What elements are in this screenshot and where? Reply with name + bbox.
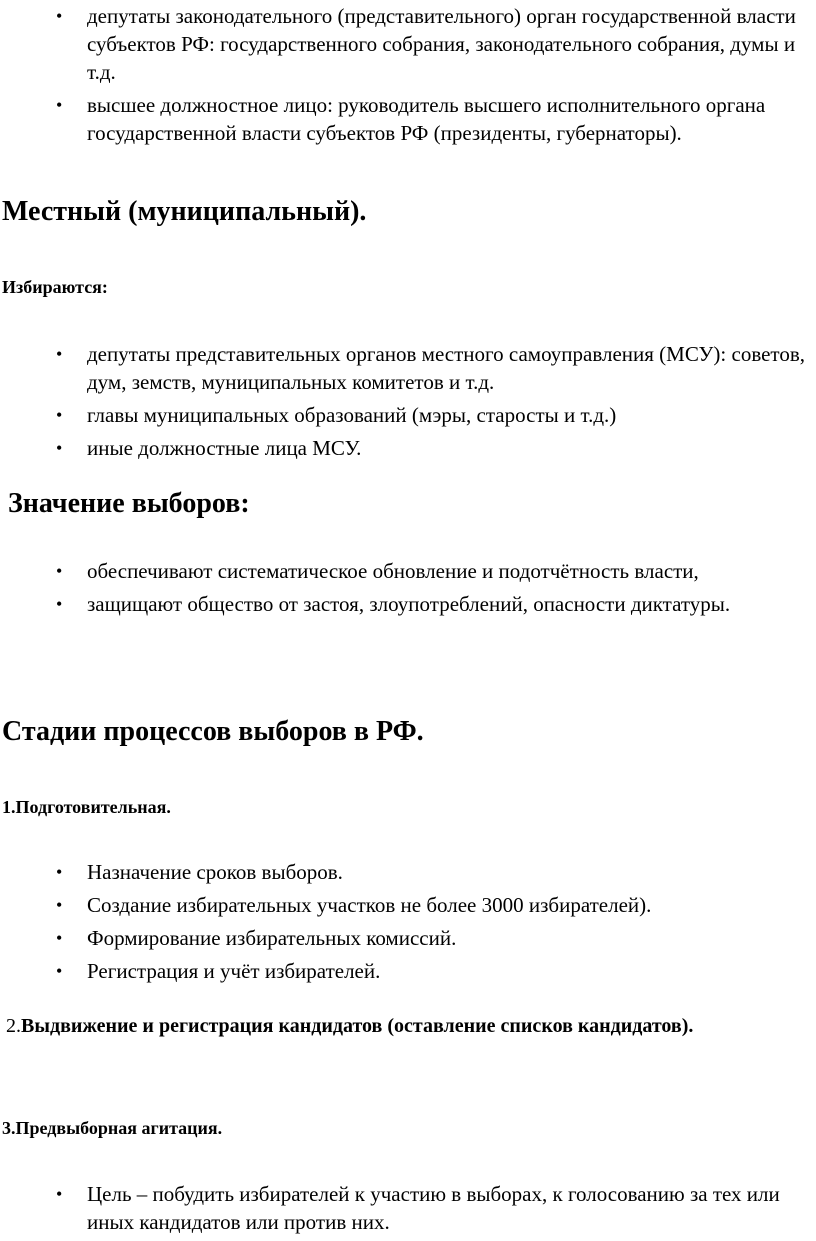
- list-item: • депутаты представительных органов местного самоуправления (МСУ): советов, дум, земств, муниципальных комитетов и т.д.: [0, 340, 807, 396]
- stage2-text: Выдвижение и регистрация кандидатов (оставление списков кандидатов).: [21, 1015, 694, 1037]
- stage1-list: [0, 858, 807, 985]
- list-item: • Формирование избирательных комиссий.: [0, 924, 807, 952]
- list-item: • высшее должностное лицо: руководитель высшего исполнительного органа государственной власти субъектов РФ (президенты, губернаторы).: [0, 91, 807, 147]
- list-item: • Назначение сроков выборов.: [0, 858, 807, 886]
- stage3-list: [0, 1180, 807, 1236]
- top-list: [0, 2, 807, 147]
- list-item: • депутаты законодательного (представительного) орган государственной власти субъектов РФ: государственного собрания, законодательного собрания, думы и т.д.: [0, 2, 807, 86]
- stage3-title: 3.Предвыборная агитация.: [2, 1118, 223, 1138]
- section-heading-stages: Стадии процессов выборов в РФ.: [2, 716, 424, 747]
- local-list: [0, 340, 807, 462]
- meaning-list: [0, 557, 807, 618]
- section-heading-local: Местный (муниципальный).: [2, 196, 367, 227]
- list-item: • Цель – побудить избирателей к участию в выборах, к голосованию за тех или иных кандидатов или против них.: [0, 1180, 807, 1236]
- list-item: • защищают общество от застоя, злоупотреблений, опасности диктатуры.: [0, 590, 807, 618]
- list-item: • Регистрация и учёт избирателей.: [0, 957, 807, 985]
- section-heading-meaning: Значение выборов:: [8, 488, 250, 519]
- stage2-number: 2.: [6, 1015, 21, 1037]
- stage2-title: [4, 1012, 726, 1040]
- list-item: • главы муниципальных образований (мэры, старосты и т.д.): [0, 401, 807, 429]
- list-item: • Создание избирательных участков не более 3000 избирателей).: [0, 891, 807, 919]
- subheading-elected: Избираются:: [2, 277, 108, 297]
- list-item: • обеспечивают систематическое обновление и подотчётность власти,: [0, 557, 807, 585]
- stage1-title: 1.Подготовительная.: [2, 797, 171, 817]
- list-item: • иные должностные лица МСУ.: [0, 434, 807, 462]
